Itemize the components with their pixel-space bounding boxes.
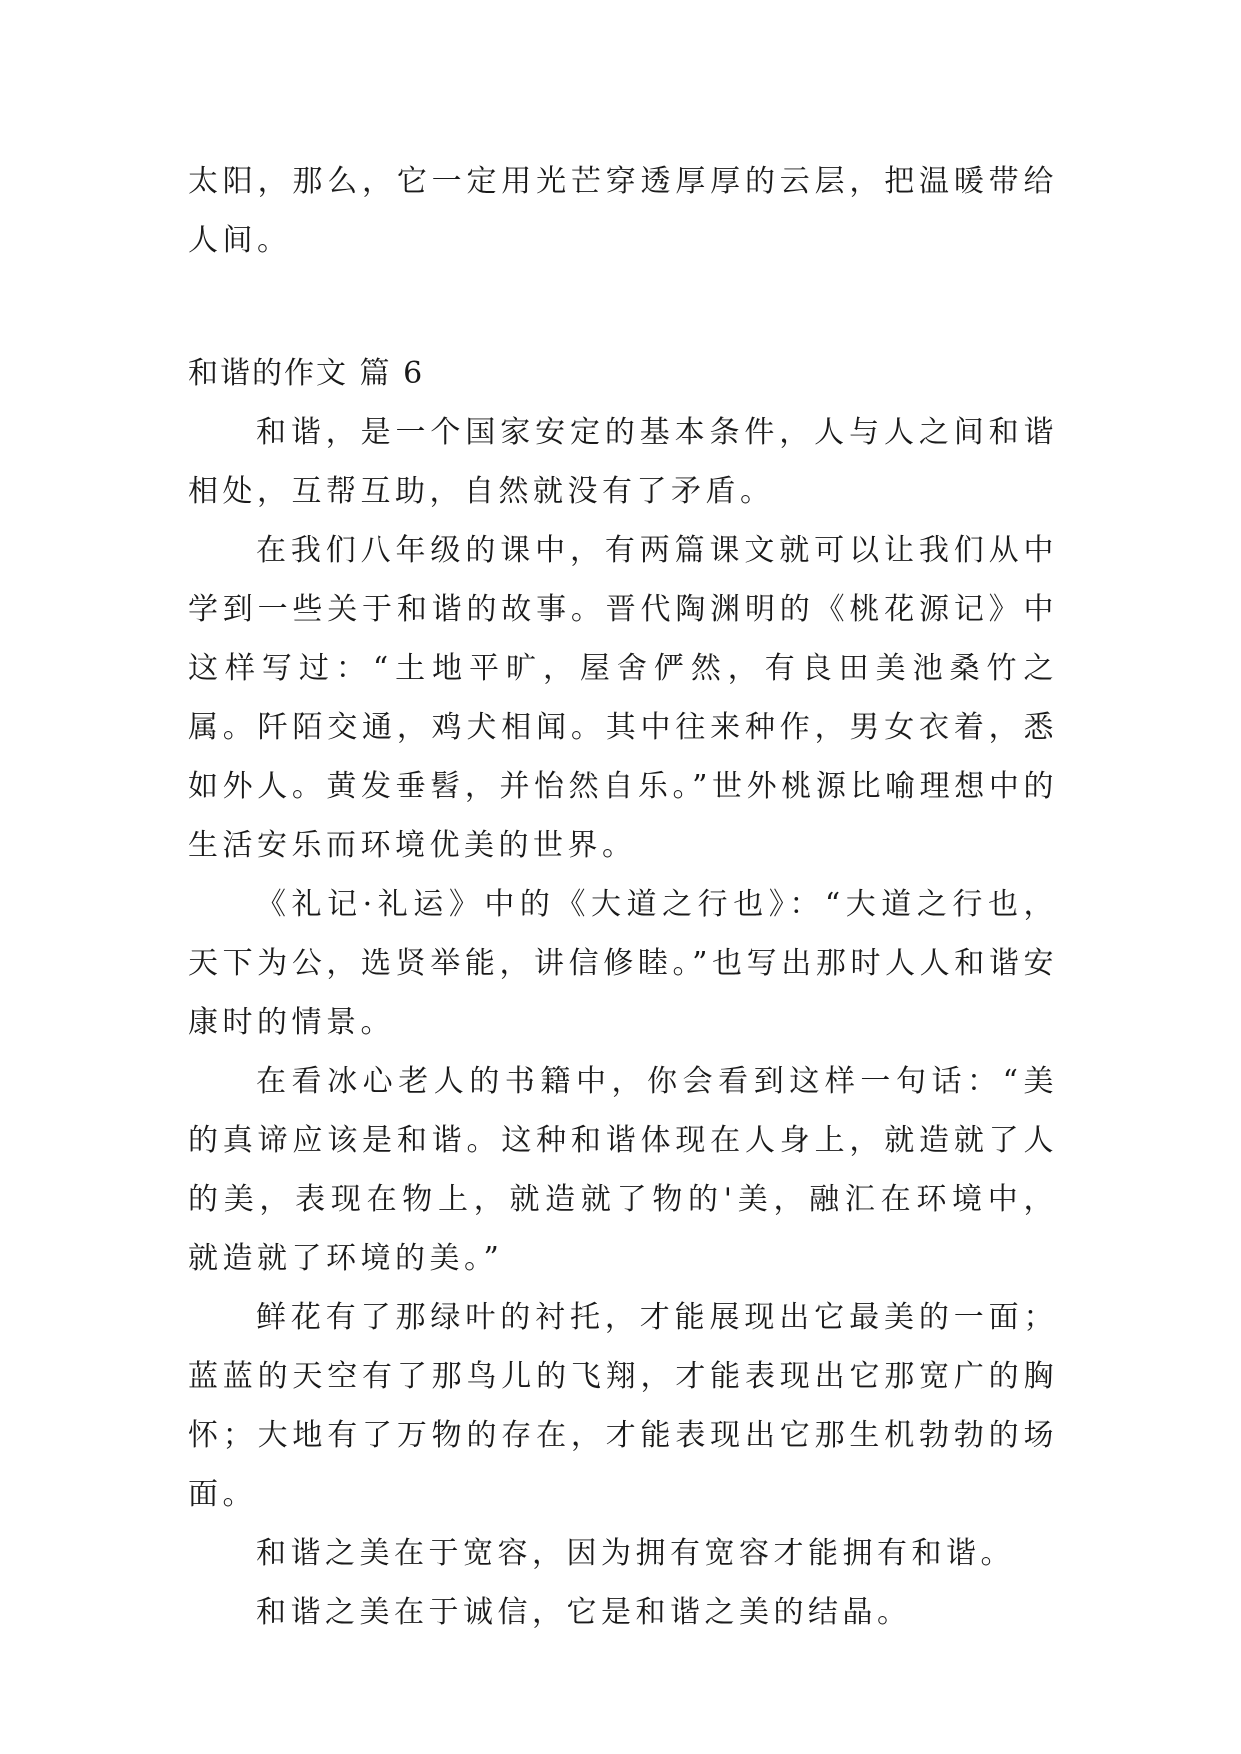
paragraph-1: 和谐，是一个国家安定的基本条件，人与人之间和谐相处，互帮互助，自然就没有了矛盾。: [188, 415, 1058, 509]
paragraph-7: 和谐之美在于诚信，它是和谐之美的结晶。: [256, 1595, 912, 1630]
section-gap: [188, 270, 1058, 344]
paragraph-6: 和谐之美在于宽容，因为拥有宽容才能拥有和谐。: [256, 1536, 1015, 1571]
document-page: [188, 152, 1058, 1642]
continuation-paragraph: 太阳，那么，它一定用光芒穿透厚厚的云层，把温暖带给人间。: [188, 164, 1058, 258]
paragraph-2: 在我们八年级的课中，有两篇课文就可以让我们从中学到一些关于和谐的故事。晋代陶渊明的《桃花源记》中这样写过：“土地平旷，屋舍俨然，有良田美池桑竹之属。阡陌交通，鸡犬相闻。其中往来种作，男女衣着，悉如外人。黄发垂髫，并怡然自乐。”世外桃源比喻理想中的生活安乐而环境优美的世界。: [188, 533, 1058, 863]
paragraph-3: 《礼记·礼运》中的《大道之行也》：“大道之行也，天下为公，选贤举能，讲信修睦。”也写出那时人人和谐安康时的情景。: [188, 887, 1058, 1040]
paragraph-5: 鲜花有了那绿叶的衬托，才能展现出它最美的一面；蓝蓝的天空有了那鸟儿的飞翔，才能表现出它那宽广的胸怀；大地有了万物的存在，才能表现出它那生机勃勃的场面。: [188, 1300, 1058, 1512]
paragraph-4: 在看冰心老人的书籍中，你会看到这样一句话：“美的真谛应该是和谐。这种和谐体现在人身上，就造就了人的美，表现在物上，就造就了物的'美，融汇在环境中，就造就了环境的美。”: [188, 1064, 1058, 1276]
section-title: 和谐的作文 篇 6: [188, 356, 425, 391]
